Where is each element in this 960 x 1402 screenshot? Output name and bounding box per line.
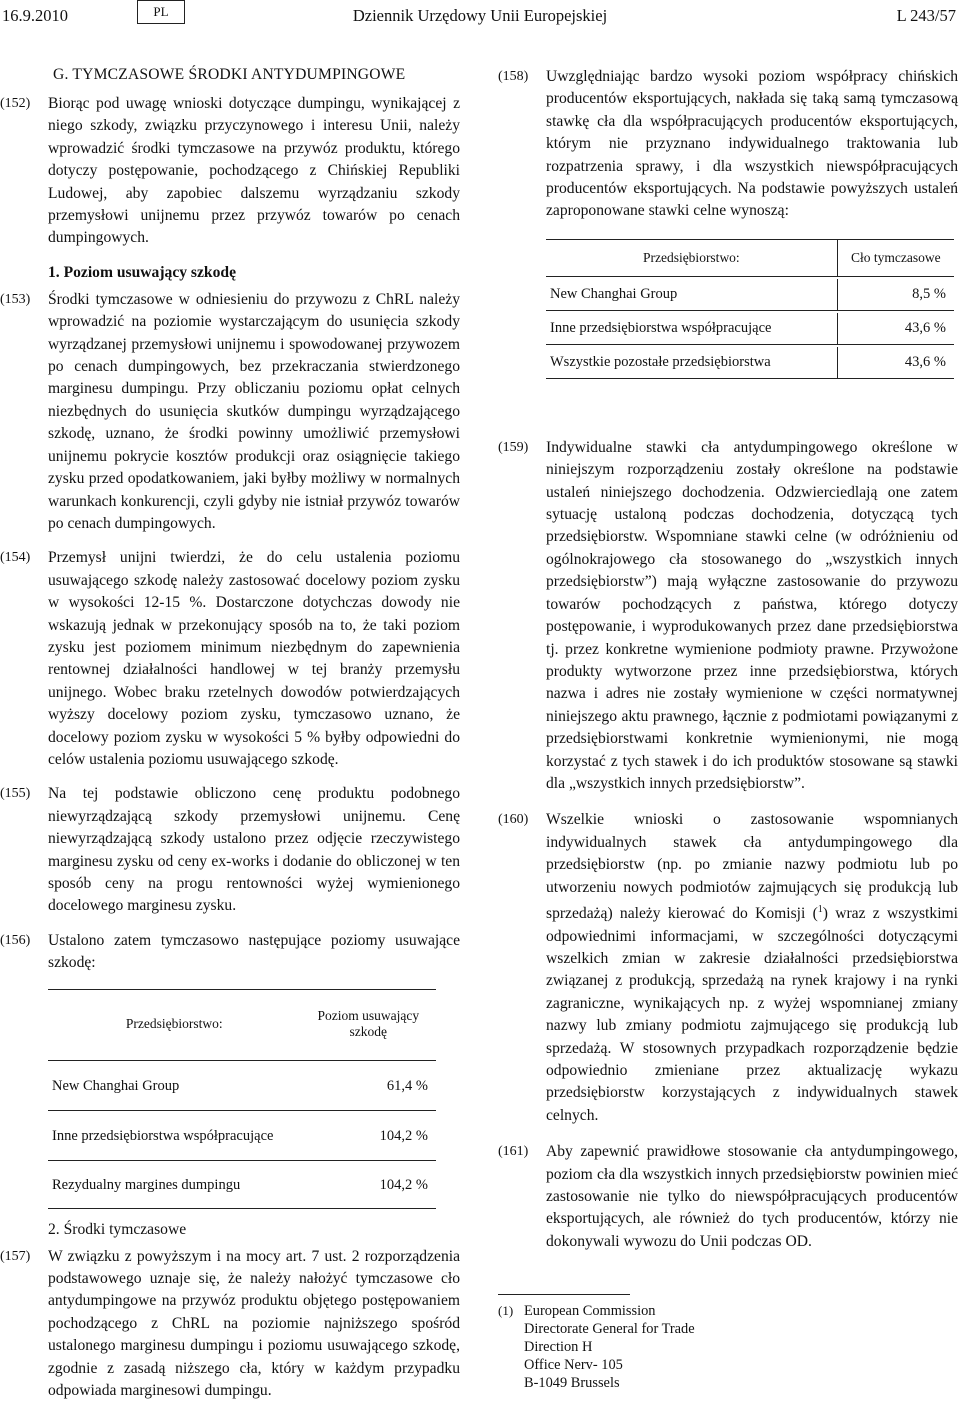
footnote-line: Directorate General for Trade <box>524 1321 695 1337</box>
paragraph-159 <box>498 437 958 796</box>
paragraph-number: (153) <box>0 291 31 307</box>
table-header-duty: Cło tymczasowe <box>851 249 941 265</box>
table-header-row <box>48 989 436 1061</box>
table-header-injury-level: Poziom usuwający szkodę <box>317 1008 420 1040</box>
table-cell-company: New Changhai Group <box>546 279 837 311</box>
page-number: L 243/57 <box>896 6 956 25</box>
publication-date: 16.9.2010 <box>2 6 68 25</box>
paragraph-text: Na tej podstawie obliczono cenę produktu podobnego niewyrządzającą szkody przemysłowi unijnemu. Cenę niewyrządzającą szkody ustalono przez odjęcie rzeczywistego marginesu zysku od ceny ex-works i dodanie do obliczonej w ten sposób ceny na progu rentowności wyżej wymienionego docelowego marginesu zysku. <box>48 785 460 915</box>
footnote-line: Direction H <box>524 1339 593 1355</box>
footnote-number: (1) <box>498 1303 514 1318</box>
table-cell-company: Wszystkie pozostałe przedsiębiorstwa <box>546 347 837 379</box>
paragraph-text: Biorąc pod uwagę wnioski dotyczące dumpingu, wynikającej z niego szkody, związku przyczynowego i interesu Unii, należy wprowadzić środki tymczasowe na przywóz produktu, którego dotyczy postępowanie, pochodzącego z Chińskiej Republiki Ludowej, aby zapobiec dalszemu wyrządzaniu szkody przemysłowi unijnemu przez przywóz towarów po cenach dumpingowych. <box>48 95 460 247</box>
table-rule-top <box>546 239 954 240</box>
paragraph-160 <box>498 809 958 1127</box>
table-row <box>48 1163 436 1209</box>
table-header-company: Przedsiębiorstwo: <box>125 1016 223 1032</box>
table-cell-value: 8,5 % <box>912 286 946 303</box>
right-column <box>498 66 958 1253</box>
paragraph-number: (161) <box>498 1144 529 1160</box>
table-row <box>546 347 954 379</box>
table-header-row <box>546 239 954 277</box>
paragraph-161 <box>498 1141 958 1253</box>
duty-table-wrapper <box>546 239 954 381</box>
subheading-text: 2. Środki tymczasowe <box>48 1220 187 1238</box>
paragraph-number: (155) <box>0 786 31 802</box>
paragraph-text: Indywidualne stawki cła antydumpingowego określone w niniejszym rozporządzeniu zostały określone na podstawie ustaleń niniejszego dochodzenia. Odzwierciedlają one zatem sytuację ustaloną podczas dochodzenia, dotyczącą tych przedsiębiorstw. Wspomniane stawki celne (w odróżnieniu od ogólnokrajowego cła stosowanego do „wszystkich innych przedsiębiorstw”) mają wyłączne zastosowanie do przywozu towarów pochodzących z państwa, którego dotyczy postępowanie, i wyprodukowanych przez dane przedsiębiorstwa tj. przez konkretne wymienione podmioty prawne. Przywożone produkty wytworzone przez inne przedsiębiorstwa, których nazwa i adres nie zostały wymienione w części normatywnej niniejszego aktu prawnego, łącznie z podmiotami powiązanymi z przedsiębiorstwami konkretnie wymienionymi, nie mogą korzystać z tych stawek i do ich produktów stosowane są stawki dla „wszystkich innych przedsiębiorstw”. <box>546 438 958 792</box>
paragraph-number: (152) <box>0 96 31 111</box>
table-cell-value: 61,4 % <box>386 1077 428 1094</box>
section-heading-g: G. TYMCZASOWE ŚRODKI ANTYDUMPINGOWE <box>53 66 406 83</box>
left-column <box>0 66 460 1402</box>
paragraph-text <box>546 809 958 1127</box>
paragraph-text-part-b: ) wraz z wszystkimi odpowiednimi informacjami, w szczególności dotyczącymi wszelkich zmian w zakresie działalności przedsiębiorstwa związanej z produkcją, sprzedażą na rynek krajowy i na rynki zagraniczne, wynikających np. z wyżej wspomnianej zmiany nazwy lub zmiany podmiotu zajmującego się produkcją lub sprzedażą. W stosownych przypadkach rozporządzenie będzie odpowiednio zmieniane przez aktualizację wykazu przedsiębiorstw korzystających z indywidualnych stawek celnych. <box>546 905 958 1124</box>
paragraph-number: (159) <box>498 439 529 455</box>
duty-table <box>546 239 954 381</box>
paragraph-number: (154) <box>0 550 31 566</box>
journal-title: Dziennik Urzędowy Unii Europejskiej <box>352 6 608 25</box>
injury-level-table <box>48 989 436 1211</box>
paragraph-156 <box>0 930 460 975</box>
table-row <box>48 1113 436 1161</box>
footnote-address <box>524 1302 958 1392</box>
table-rule-top <box>48 989 436 990</box>
paragraph-155 <box>0 783 460 917</box>
language-box: PL <box>137 0 185 24</box>
page-header <box>0 0 960 36</box>
paragraph-text: Przemysł unijni twierdzi, że do celu ustalenia poziomu usuwającego szkodę należy zastosować docelowy poziom zysku w wysokości 12-15 %. Dostarczone dotychczas dowody nie wskazują jednak w przekonujący sposób na to, że taki poziom zysku jest poziomem minimum niezbędnym do zapewnienia rentownej działalności handlowej w tej branży przemysłu unijnego. Wobec braku rzetelnych dowodów potwierdzających wyższy docelowy poziom zysku, tymczasowo uznano, że docelowy poziom zysku w wysokości 5 % byłby odpowiedni do celów ustalenia poziomu usuwającego szkodę. <box>48 549 460 768</box>
paragraph-text: Ustalono zatem tymczasowo następujące poziomy usuwające szkodę: <box>48 931 460 972</box>
footnote-line: B-1049 Brussels <box>524 1375 620 1391</box>
table-cell-company: Inne przedsiębiorstwa współpracujące <box>52 1127 274 1144</box>
footnote-reference[interactable]: 1 <box>817 903 823 915</box>
subheading-provisional-measures <box>48 1221 460 1239</box>
paragraph-text: W związku z powyższym i na mocy art. 7 ust. 2 rozporządzenia podstawowego uznaje się, że należy nałożyć tymczasowe cło antydumpingowe na przywóz produktu objętego postępowaniem pochodzącego z ChRL na poziomie najniższego spośród ustalonego marginesu dumpingu i poziomu usuwającego szkodę, zgodnie z zasadą niższego cła, który w każdym przypadku odpowiada marginesowi dumpingu. <box>48 1247 460 1400</box>
paragraph-152 <box>0 93 460 250</box>
paragraph-153 <box>0 289 460 535</box>
paragraph-157 <box>0 1246 460 1402</box>
paragraph-text-part-a: Wszelkie wnioski o zastosowanie wspomnianych indywidualnych stawek cła antydumpingowego dla przedsiębiorstw (np. po zmianie nazwy podmiotu lub po utworzeniu nowych podmiotów zajmujących się produkcją lub sprzedażą) należy kierować do Komisji ( <box>546 811 958 923</box>
table-cell-value: 43,6 % <box>904 320 946 337</box>
paragraph-number: (158) <box>498 69 529 84</box>
table-cell-company: New Changhai Group <box>52 1077 180 1094</box>
table-cell-value: 43,6 % <box>904 354 946 371</box>
paragraph-number: (156) <box>0 932 31 948</box>
paragraph-number: (160) <box>498 812 529 828</box>
footnote-line: European Commission <box>524 1303 656 1319</box>
paragraph-text: Aby zapewnić prawidłowe stosowanie cła antydumpingowego, poziom cła dla wszystkich innych przedsiębiorstw powinien mieć zastosowanie nie tylko do niewspółpracujących producentów eksportujących, ale również do tych producentów, którzy nie dokonywali wywozu do Unii podczas OD. <box>546 1143 958 1250</box>
table-cell-company: Rezydualny margines dumpingu <box>52 1176 241 1193</box>
paragraph-158 <box>498 66 958 223</box>
paragraph-154 <box>0 547 460 771</box>
subheading-injury-level: 1. Poziom usuwający szkodę <box>48 263 236 281</box>
paragraph-number: (157) <box>0 1248 31 1264</box>
table-row <box>546 313 954 345</box>
table-cell-value: 104,2 % <box>379 1127 428 1144</box>
paragraph-text: Środki tymczasowe w odniesieniu do przywozu z ChRL należy wprowadzić na poziomie wystarczającym do usunięcia szkody wyrządzanej przemysłowi unijnemu i spowodowanej przywozem po cenach dumpingowych, bez przekraczania stwierdzonego marginesu dumpingu. Przy obliczaniu poziomu opłat celnych niezbędnych do usunięcia skutków dumpingu wyrządzającego szkodę, uznano, że środki powinny umożliwić przemysłowi unijnemu pokrycie kosztów produkcji oraz osiągnięcie takiego zysku przed opodatkowaniem, jaki byłby możliwy w normalnych warunkach konkurencji, czyli gdyby nie istniał przywóz towarów po cenach dumpingowych. <box>48 290 460 532</box>
table-row <box>546 279 954 311</box>
table-cell-value: 104,2 % <box>379 1176 428 1193</box>
footnote <box>498 1302 958 1392</box>
table-header-company: Przedsiębiorstwo: <box>546 239 837 277</box>
footnote-line: Office Nerv- 105 <box>524 1357 623 1373</box>
paragraph-text: Uwzględniając bardzo wysoki poziom współpracy chińskich producentów eksportujących, nakłada się taką samą tymczasową stawkę cła dla współpracujących producentów eksportujących, którym nie przyznano indywidualnego traktowania lub rozpatrzenia sprawy, i dla wszystkich niewspółpracujących producentów eksportujących. Na podstawie powyższych ustaleń zaproponowane stawki celne wynoszą: <box>546 68 958 220</box>
table-row <box>48 1063 436 1111</box>
table-cell-company: Inne przedsiębiorstwa współpracujące <box>546 313 837 345</box>
footnote-rule <box>498 1294 630 1295</box>
injury-level-table-wrapper <box>48 989 436 1211</box>
